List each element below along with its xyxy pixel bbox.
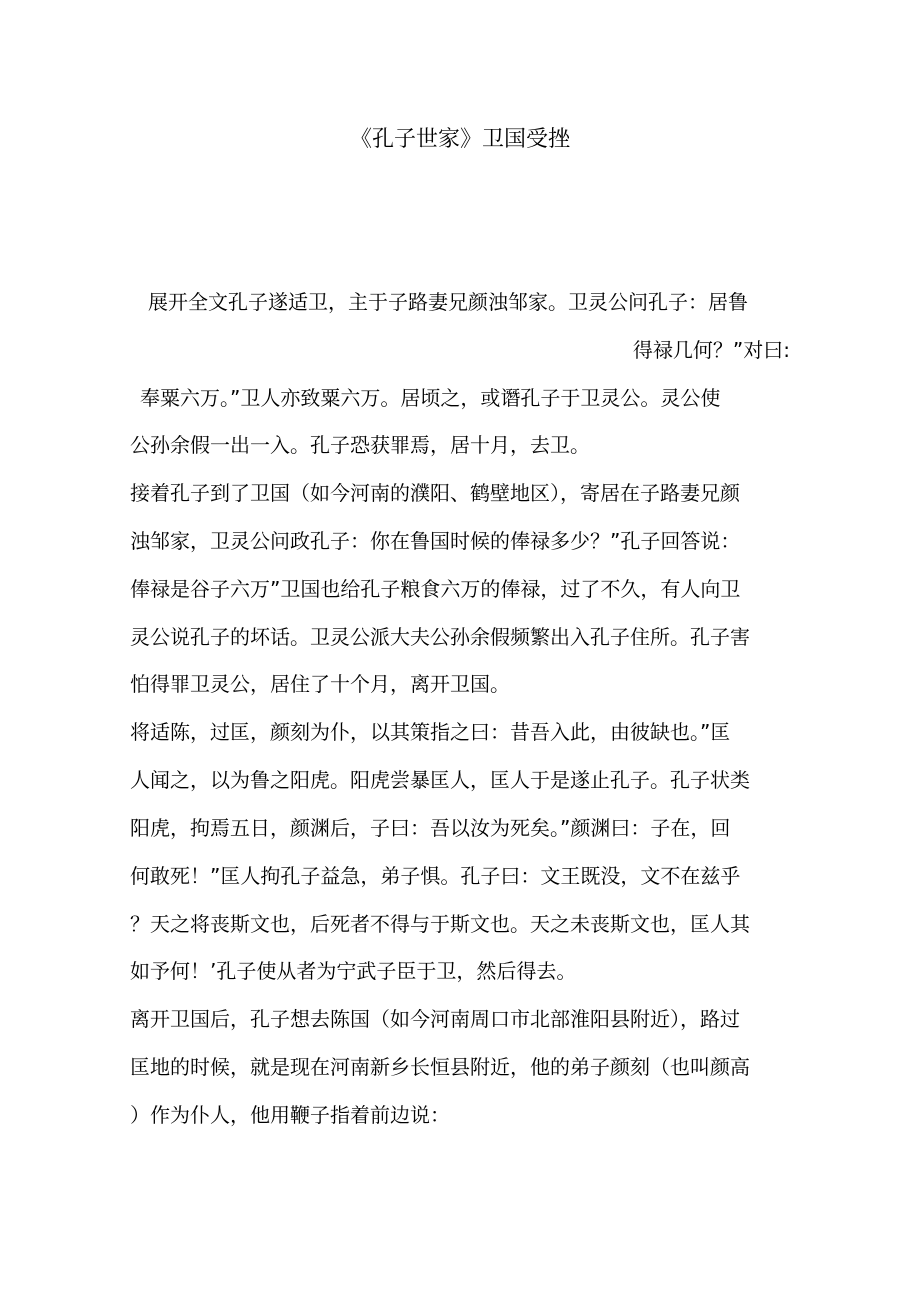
text-line: 匡地的时候，就是现在河南新乡长恒县附近，他的弟子颜刻（也叫颜高 <box>130 1055 750 1079</box>
document-title: 《孔子世家》卫国受挫 <box>349 127 570 152</box>
text-line: 人闻之，以为鲁之阳虎。阳虎尝暴匡人，匡人于是遂止孔子。孔子状类 <box>130 768 750 792</box>
text-line: 阳虎，拘焉五日，颜渊后，子曰：吾以汝为死矣。”颜渊曰：子在，回 <box>130 816 731 840</box>
text-line: 公孙余假一出一入。孔子恐获罪焉，居十月，去卫。 <box>130 433 590 457</box>
text-line: 如予何！’孔子使从者为宁武子臣于卫，然后得去。 <box>130 959 577 983</box>
text-line: 展开全文孔子遂适卫，主于子路妻兄颜浊邹家。卫灵公问孔子：居鲁 <box>148 290 748 314</box>
text-line: 接着孔子到了卫国（如今河南的濮阳、鹤壁地区），寄居在子路妻兄颜 <box>130 481 740 505</box>
text-line: 奉粟六万。”卫人亦致粟六万。居顷之，或谮孔子于卫灵公。灵公使 <box>140 386 721 410</box>
text-line: 灵公说孔子的坏话。卫灵公派大夫公孙余假频繁出入孔子住所。孔子害 <box>130 625 750 649</box>
text-line: ）作为仆人，他用鞭子指着前边说： <box>130 1103 450 1127</box>
text-line: 浊邹家，卫灵公问政孔子：你在鲁国时候的俸禄多少？”孔子回答说： <box>130 529 741 553</box>
text-line: 将适陈，过匡，颜刻为仆，以其策指之曰：昔吾入此，由彼缺也。”匡 <box>130 720 731 744</box>
text-line: 得禄几何？”对曰: <box>632 338 790 362</box>
text-line: 何敢死！”匡人拘孔子益急，弟子惧。孔子曰：文王既没，文不在兹乎 <box>130 864 741 888</box>
text-line: 怕得罪卫灵公，居住了十个月，离开卫国。 <box>130 672 510 696</box>
text-line: 俸禄是谷子六万”卫国也给孔子粮食六万的俸禄，过了不久，有人向卫 <box>130 577 741 601</box>
text-line: 离开卫国后，孔子想去陈国（如今河南周口市北部淮阳县附近），路过 <box>130 1007 740 1031</box>
text-line: ？天之将丧斯文也，后死者不得与于斯文也。天之未丧斯文也，匡人其 <box>130 912 750 936</box>
